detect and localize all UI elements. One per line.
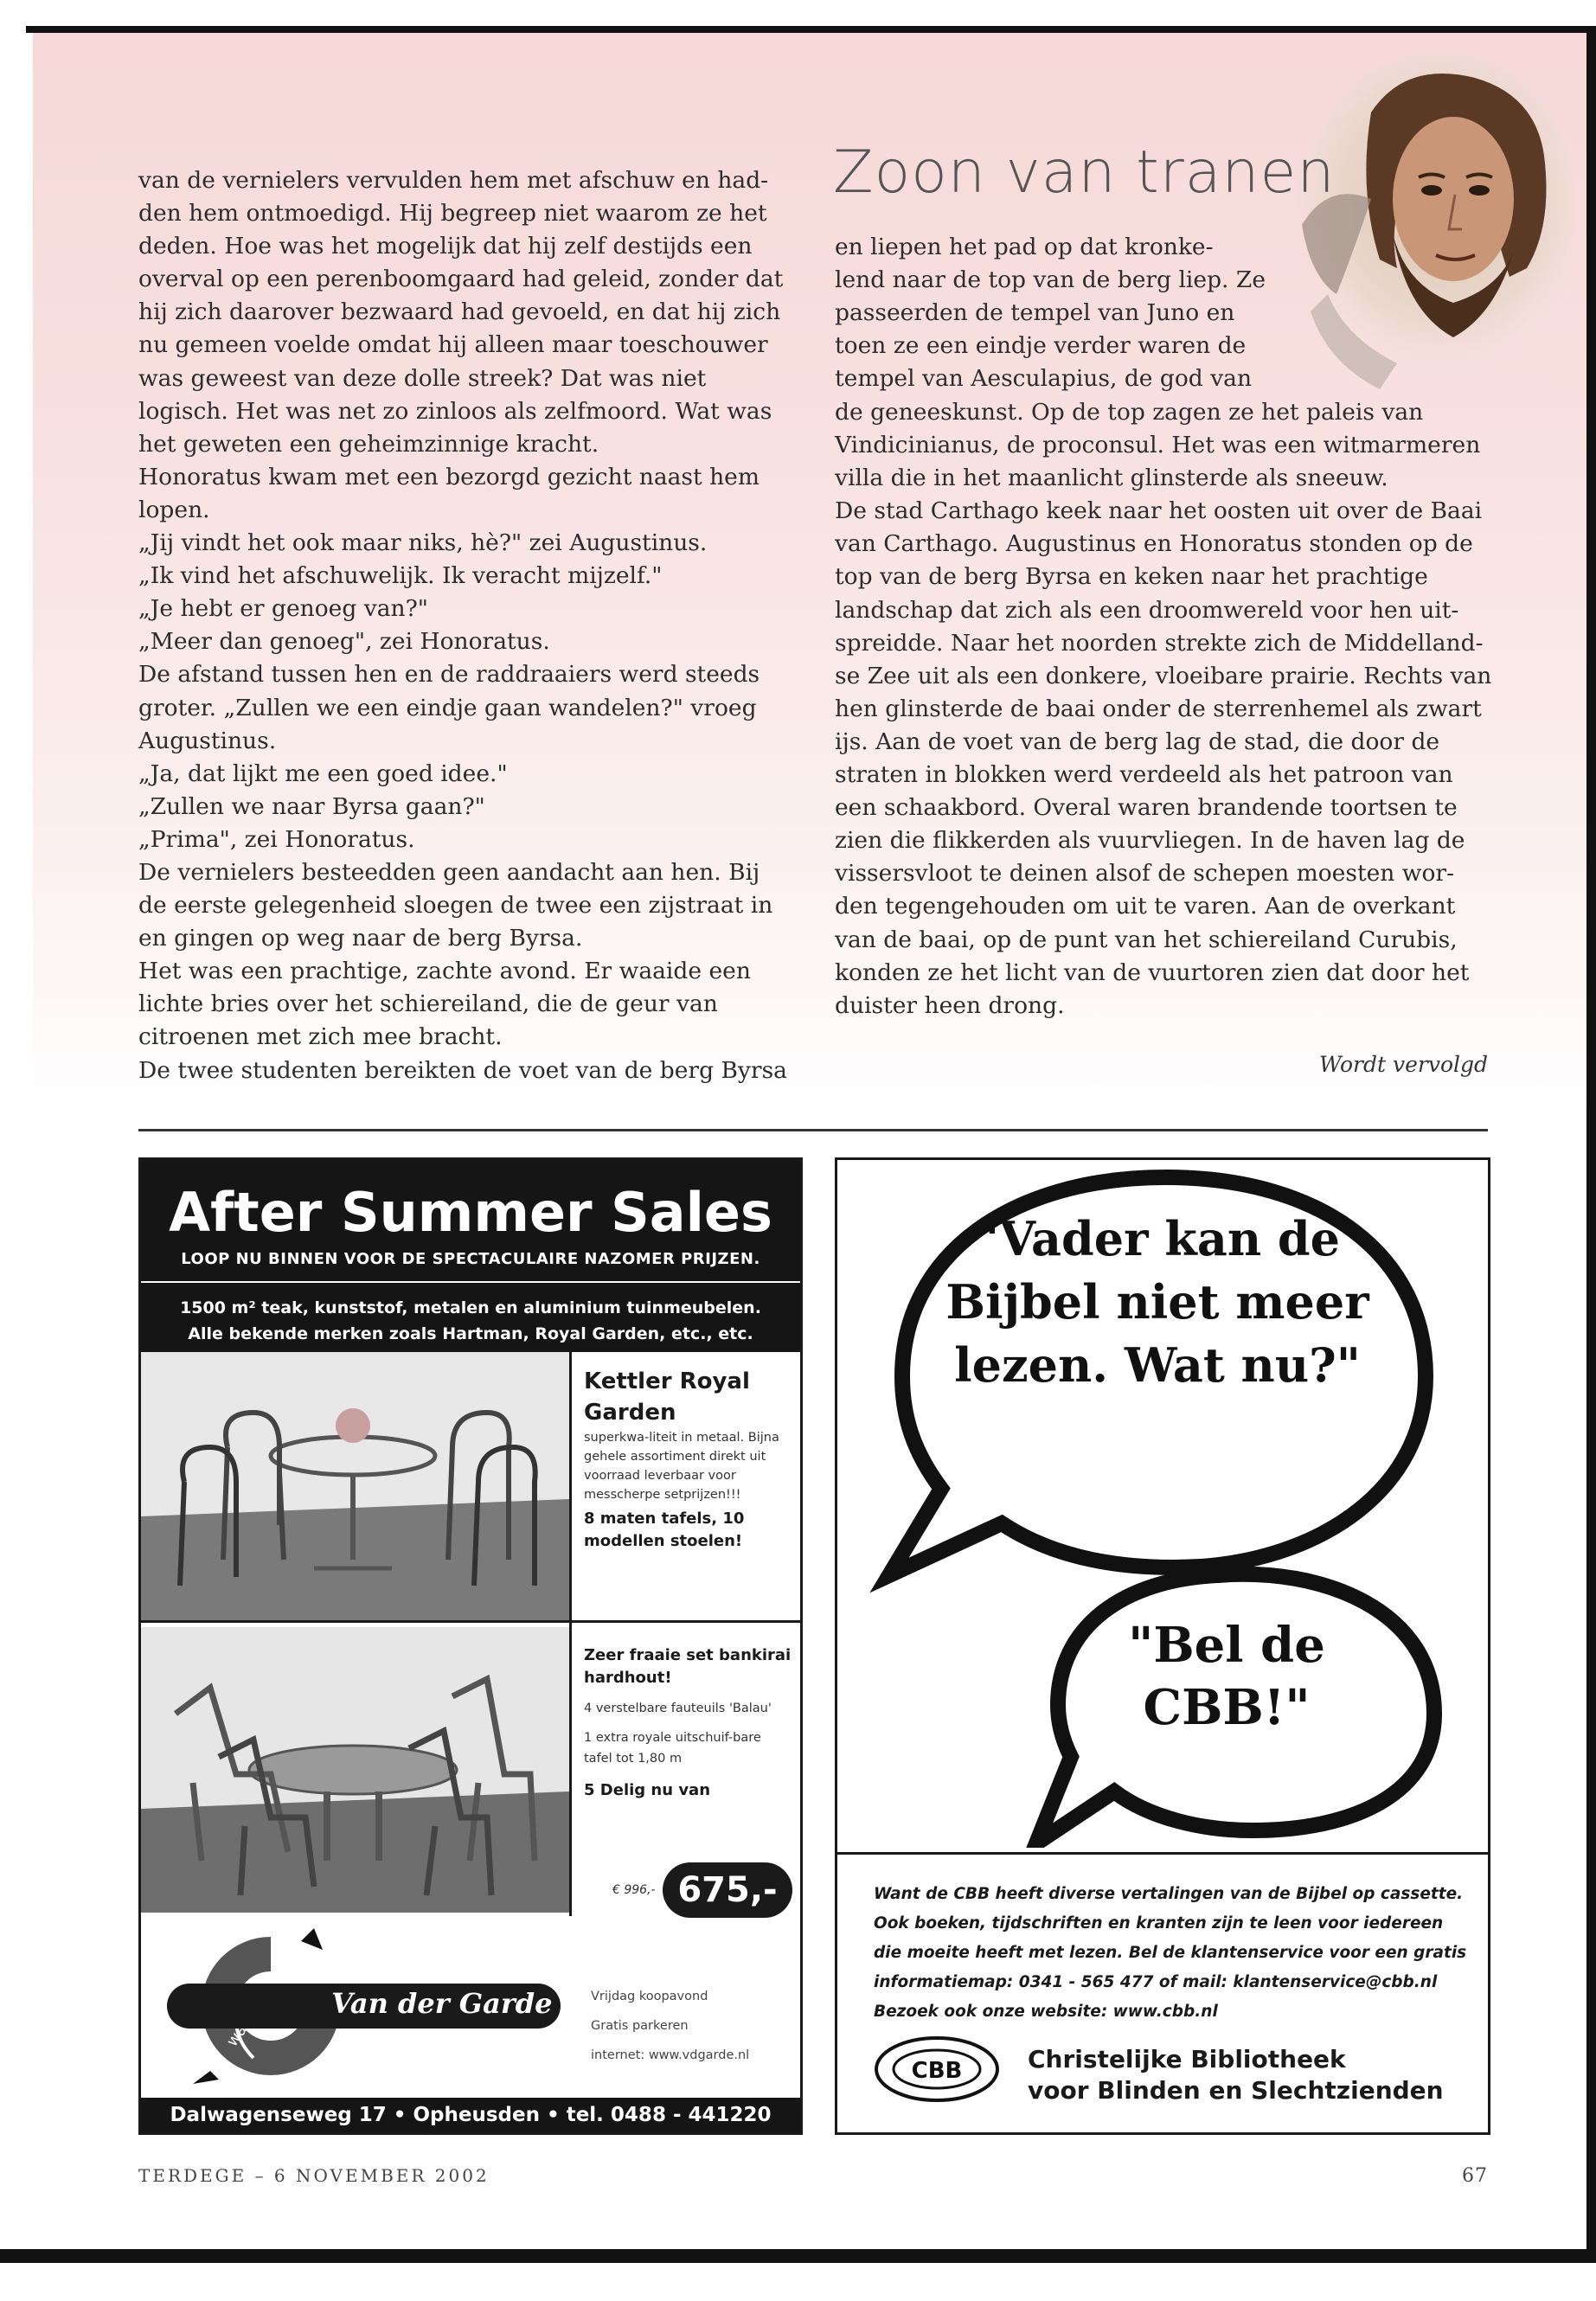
set-title: Zeer fraaie set bankirai hardhout! [584,1646,792,1687]
text-line: „Ja, dat lijkt me een goed idee." [138,760,508,787]
text-line: den tegengehouden om uit te varen. Aan de overkant [835,893,1456,920]
cbb-organization [1028,2044,1477,2106]
text-line: konden ze het licht van de vuurtoren zien dat door het [835,958,1470,986]
text-line: het geweten een geheimzinnige kracht. [138,430,599,458]
article-right-column [835,396,1501,1022]
article-left-column [138,164,796,1087]
furniture-advertisement[interactable] [138,1157,803,2135]
answer-bubble-text: "Bel de CBB!" [1128,1617,1325,1736]
text-line: „Jij vindt het ook maar niks, hè?" zei Augustinus. [138,529,708,557]
store-address-bar: Dalwagenseweg 17 • Opheusden • tel. 0488 - 441220 [141,2098,800,2132]
text-line: en gingen op weg naar de berg Byrsa. [138,925,583,952]
text-line: ijs. Aan de voet van de berg lag de stad, die door de [835,727,1440,755]
text-line: lend naar de top van de berg liep. Ze [835,266,1266,294]
store-info-line: Vrijdag koopavond [591,1990,708,2003]
kettler-body: superkwa-liteit in metaal. Bijna gehele assortiment direkt uit voorraad leverbaar voor messcherpe setprijzen!!! [584,1431,779,1502]
text-line: toen ze een eindje verder waren de [835,332,1247,360]
hardwood-set-description [584,1644,792,1799]
kettler-description [584,1366,792,1553]
text-line: tempel van Aesculapius, de god van [835,365,1253,393]
page-border-bottom [0,2249,1596,2263]
text-line: Honoratus kwam met een bezorgd gezicht naast hem [138,463,760,490]
ad-features [141,1295,800,1347]
text-line: lopen. [138,496,210,523]
text-line: „Meer dan genoeg", zei Honoratus. [138,628,550,656]
hardwood-set-photo [141,1627,569,1913]
set-detail: 1 extra royale uitschuif-bare tafel tot 1,80 m [584,1731,761,1766]
continued-note: Wordt vervolgd [1318,1052,1488,1077]
text-line: spreidde. Naar het noorden strekte zich de Middelland- [835,629,1484,657]
text-line: hen glinsterde de baai onder de sterrenhemel als zwart [835,695,1482,722]
text-line: „Zullen we naar Byrsa gaan?" [138,792,485,820]
text-line: van de baai, op de punt van het schiereiland Curubis, [835,926,1458,953]
text-line: se Zee uit als een donkere, vloeibare prairie. Rechts van [835,662,1492,689]
text-line: logisch. Het was net zo zinloos als zelfmoord. Wat was [138,397,772,425]
text-line: groter. „Zullen we een eindje gaan wandelen?" vroeg [138,694,757,721]
set-detail: 4 verstelbare fauteuils 'Balau' [584,1702,772,1715]
page-border-top [26,26,1596,33]
store-info [591,1982,798,2070]
question-bubble-text: "Vader kan de Bijbel niet meer lezen. Wat nu?" [945,1211,1369,1393]
text-line: Augustinus. [138,727,277,754]
text-line: de geneeskunst. Op de top zagen ze het paleis van [835,399,1424,426]
text-line: De afstand tussen hen en de raddraaiers werd steeds [138,661,760,689]
text-line: „Prima", zei Honoratus. [138,825,415,853]
article-title: Zoon van tranen [833,138,1336,207]
features-line: 1500 m² teak, kunststof, metalen en aluminium tuinmeubelen. [180,1298,761,1317]
section-divider [138,1129,1488,1131]
text-line: De stad Carthago keek naar het oosten uit over de Baai [835,497,1483,525]
portrait-illustration [1276,52,1574,398]
publication-folio: TERDEGE – 6 NOVEMBER 2002 [138,2165,490,2186]
cbb-logo-icon [872,2032,1010,2106]
page-number: 67 [1462,2165,1488,2187]
header-divider [141,1281,800,1283]
text-line: citroenen met zich mee bracht. [138,1023,503,1051]
text-line: en liepen het pad op dat kronke- [835,234,1214,260]
store-website[interactable]: internet: www.vdgarde.nl [591,2048,750,2062]
kettler-title: Kettler Royal Garden [584,1368,750,1426]
text-line: hij zich daarover bezwaard had gevoeld, en dat hij zich [138,298,781,326]
text-line: De twee studenten bereikten de voet van de berg Byrsa [138,1056,787,1084]
set-price-label: 5 Delig nu van [584,1781,711,1799]
text-line: villa die in het maanlicht glinsterde als sneeuw. [835,465,1388,492]
store-name: Van der Garde [331,1987,553,2020]
kettler-highlight: 8 maten tafels, 10 modellen stoelen! [584,1509,745,1550]
text-line: vissersvloot te deinen alsof de schepen moesten wor- [835,860,1455,888]
text-line: Het was een prachtige, zachte avond. Er waaide een [138,958,751,985]
page-border-right [1586,26,1596,2253]
text-line: nu gemeen voelde omdat hij alleen maar toeschouwer [138,331,768,359]
text-line: duister heen drong. [835,991,1065,1019]
cbb-advertisement[interactable] [835,1157,1490,2135]
price-badge: 675,- [663,1862,792,1918]
text-line: de eerste gelegenheid sloegen de twee een zijstraat in [138,892,773,920]
text-line: lichte bries over het schiereiland, die de geur van [138,990,718,1018]
text-line: „Je hebt er genoeg van?" [138,595,428,623]
text-line: „Ik vind het afschuwelijk. Ik veracht mijzelf." [138,562,663,590]
cbb-logo-text: CBB [911,2058,963,2084]
ad-subtitle: LOOP NU BINNEN VOOR DE SPECTACULAIRE NAZOMER PRIJZEN. [181,1250,760,1268]
old-price: € 996,- [612,1883,656,1897]
ad-divider [837,1852,1488,1855]
cbb-copy: Want de CBB heeft diverse vertalingen van de Bijbel op cassette. Ook boeken, tijdschriften en kranten zijn te leen voor iedereen die moeite heeft met lezen. Bel de klantenservice voor een gratis informatiemap: 0341 - 565 477 of mail: klantenservice@cbb.nl Bezoek ook onze website: www.cbb.nl [874,1885,1467,2021]
text-line: was geweest van deze dolle streek? Dat was niet [138,364,707,392]
features-line: Alle bekende merken zoals Hartman, Royal Garden, etc., etc. [188,1324,753,1343]
text-line: De vernielers besteedden geen aandacht aan hen. Bij [138,858,760,886]
org-line: voor Blinden en Slechtzienden [1028,2076,1444,2105]
ad-header [141,1160,800,1352]
text-line: zien die flikkerden als vuurvliegen. In de haven lag de [835,827,1465,855]
article-right-column-narrow [835,231,1285,395]
text-line: landschap dat zich als een droomwereld voor hen uit- [835,596,1459,624]
text-line: passeerden de tempel van Juno en [835,299,1235,327]
metal-furniture-photo [141,1352,569,1620]
ad-title: After Summer Sales [169,1181,772,1244]
text-line: overval op een perenboomgaard had geleid, zonder dat [138,266,784,293]
text-line: van de vernielers vervulden hem met afschuw en had- [138,167,769,194]
store-logo-area[interactable] [141,1921,800,2086]
text-line: een schaakbord. Overal waren brandende toortsen te [835,794,1458,822]
text-line: deden. Hoe was het mogelijk dat hij zelf destijds een [138,233,753,260]
photo-column-divider [569,1352,572,1916]
org-line: Christelijke Bibliotheek [1028,2045,1346,2073]
text-line: straten in blokken werd verdeeld als het patroon van [835,761,1453,789]
store-info-line: Gratis parkeren [591,2019,689,2033]
text-line: van Carthago. Augustinus en Honoratus stonden op de [835,530,1473,558]
text-line: den hem ontmoedigd. Hij begreep niet waarom ze het [138,200,767,228]
photo-divider [141,1620,800,1623]
text-line: Vindicinianus, de proconsul. Het was een witmarmeren [835,432,1481,459]
text-line: top van de berg Byrsa en keken naar het prachtige [835,563,1428,591]
